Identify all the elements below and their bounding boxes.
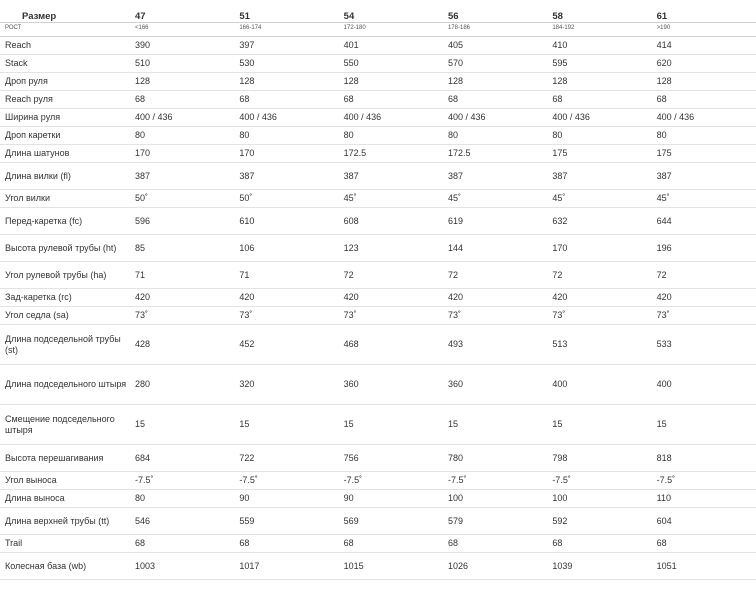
row-value: 68 — [234, 91, 338, 109]
row-value: 73˚ — [652, 307, 756, 325]
row-value: 170 — [234, 145, 338, 163]
table-row — [0, 472, 756, 490]
row-value: 80 — [130, 127, 234, 145]
size-header-row — [0, 0, 756, 23]
table-row — [0, 91, 756, 109]
row-value: 80 — [130, 490, 234, 508]
row-value: 420 — [547, 289, 651, 307]
row-value: 170 — [130, 145, 234, 163]
row-value: 100 — [547, 490, 651, 508]
table-row — [0, 307, 756, 325]
row-value: 360 — [443, 365, 547, 405]
row-value: 123 — [339, 235, 443, 262]
row-value: 170 — [547, 235, 651, 262]
size-header-label: Размер — [0, 0, 130, 23]
row-value: 15 — [547, 405, 651, 445]
row-value: 80 — [547, 127, 651, 145]
row-value: 45˚ — [443, 190, 547, 208]
row-value: -7.5˚ — [547, 472, 651, 490]
row-value: 420 — [443, 289, 547, 307]
row-value: 390 — [130, 37, 234, 55]
row-value: 513 — [547, 325, 651, 365]
row-value: 280 — [130, 365, 234, 405]
row-label: Stack — [0, 55, 130, 73]
table-row — [0, 163, 756, 190]
row-label: Длина вилки (fl) — [0, 163, 130, 190]
row-value: 68 — [339, 91, 443, 109]
row-label: Смещение подседельного штыря — [0, 405, 130, 445]
row-value: 72 — [652, 262, 756, 289]
size-58: 58 — [547, 0, 651, 23]
row-label: Длина подседельного штыря — [0, 365, 130, 405]
row-value: 420 — [339, 289, 443, 307]
table-row — [0, 127, 756, 145]
row-value: 722 — [234, 445, 338, 472]
row-label: Высота рулевой трубы (ht) — [0, 235, 130, 262]
table-row — [0, 55, 756, 73]
row-value: 1015 — [339, 553, 443, 580]
row-value: 72 — [443, 262, 547, 289]
row-value: 106 — [234, 235, 338, 262]
row-value: 172.5 — [339, 145, 443, 163]
row-value: 128 — [652, 73, 756, 91]
row-value: 68 — [130, 535, 234, 553]
row-value: 1026 — [443, 553, 547, 580]
row-label: Длина верхней трубы (tt) — [0, 508, 130, 535]
height-row — [0, 23, 756, 37]
row-value: 73˚ — [339, 307, 443, 325]
row-value: 85 — [130, 235, 234, 262]
row-value: 400 / 436 — [443, 109, 547, 127]
row-value: 68 — [547, 535, 651, 553]
row-label: Длина выноса — [0, 490, 130, 508]
row-label: Угол седла (sa) — [0, 307, 130, 325]
table-row — [0, 490, 756, 508]
row-label: Reach — [0, 37, 130, 55]
row-value: 1017 — [234, 553, 338, 580]
height-54: 172-180 — [339, 23, 443, 37]
row-value: 128 — [339, 73, 443, 91]
row-label: Ширина руля — [0, 109, 130, 127]
row-label: Угол вилки — [0, 190, 130, 208]
row-value: 100 — [443, 490, 547, 508]
row-value: 73˚ — [234, 307, 338, 325]
row-value: 68 — [652, 91, 756, 109]
row-value: 50˚ — [130, 190, 234, 208]
row-value: 579 — [443, 508, 547, 535]
height-61: >190 — [652, 23, 756, 37]
row-value: 73˚ — [547, 307, 651, 325]
row-value: 818 — [652, 445, 756, 472]
row-value: 15 — [443, 405, 547, 445]
row-value: 128 — [547, 73, 651, 91]
row-value: 400 / 436 — [547, 109, 651, 127]
row-value: -7.5˚ — [443, 472, 547, 490]
row-label: Длина шатунов — [0, 145, 130, 163]
row-value: 175 — [652, 145, 756, 163]
table-row — [0, 190, 756, 208]
row-value: 420 — [130, 289, 234, 307]
row-value: 400 / 436 — [652, 109, 756, 127]
row-value: 401 — [339, 37, 443, 55]
row-value: -7.5˚ — [652, 472, 756, 490]
row-value: 196 — [652, 235, 756, 262]
size-47: 47 — [130, 0, 234, 23]
row-label: Reach руля — [0, 91, 130, 109]
row-value: 15 — [339, 405, 443, 445]
row-value: 175 — [547, 145, 651, 163]
row-value: -7.5˚ — [339, 472, 443, 490]
row-value: 15 — [234, 405, 338, 445]
height-47: <166 — [130, 23, 234, 37]
row-value: 45˚ — [547, 190, 651, 208]
row-value: 550 — [339, 55, 443, 73]
row-value: 128 — [130, 73, 234, 91]
row-value: 400 / 436 — [234, 109, 338, 127]
row-value: 387 — [443, 163, 547, 190]
row-label: Зад-каретка (rc) — [0, 289, 130, 307]
row-value: 428 — [130, 325, 234, 365]
geometry-rows — [0, 37, 756, 580]
row-value: 592 — [547, 508, 651, 535]
table-row — [0, 262, 756, 289]
row-value: 410 — [547, 37, 651, 55]
table-row — [0, 553, 756, 580]
row-value: 68 — [130, 91, 234, 109]
row-value: 533 — [652, 325, 756, 365]
row-value: -7.5˚ — [130, 472, 234, 490]
row-value: 144 — [443, 235, 547, 262]
row-value: 756 — [339, 445, 443, 472]
row-value: 684 — [130, 445, 234, 472]
row-value: 387 — [652, 163, 756, 190]
height-label: РОСТ — [0, 23, 130, 37]
row-value: 45˚ — [652, 190, 756, 208]
row-value: 608 — [339, 208, 443, 235]
height-56: 178-186 — [443, 23, 547, 37]
row-value: 80 — [443, 127, 547, 145]
row-value: 400 / 436 — [130, 109, 234, 127]
row-value: 15 — [652, 405, 756, 445]
row-value: 90 — [339, 490, 443, 508]
table-row — [0, 37, 756, 55]
table-row — [0, 445, 756, 472]
table-row — [0, 365, 756, 405]
row-value: 72 — [339, 262, 443, 289]
row-label: Дроп каретки — [0, 127, 130, 145]
row-label: Угол рулевой трубы (ha) — [0, 262, 130, 289]
size-51: 51 — [234, 0, 338, 23]
height-51: 166-174 — [234, 23, 338, 37]
row-value: 510 — [130, 55, 234, 73]
row-value: 397 — [234, 37, 338, 55]
row-value: 68 — [443, 535, 547, 553]
table-row — [0, 109, 756, 127]
row-value: 68 — [547, 91, 651, 109]
table-row — [0, 145, 756, 163]
row-value: 15 — [130, 405, 234, 445]
row-value: 73˚ — [443, 307, 547, 325]
table-row — [0, 508, 756, 535]
row-value: 1003 — [130, 553, 234, 580]
row-value: 468 — [339, 325, 443, 365]
row-value: 68 — [339, 535, 443, 553]
table-row — [0, 208, 756, 235]
row-value: 80 — [339, 127, 443, 145]
table-row — [0, 535, 756, 553]
row-value: 387 — [234, 163, 338, 190]
row-value: 68 — [443, 91, 547, 109]
row-value: 128 — [443, 73, 547, 91]
table-row — [0, 405, 756, 445]
row-value: 620 — [652, 55, 756, 73]
row-value: 90 — [234, 490, 338, 508]
row-value: 387 — [130, 163, 234, 190]
row-value: 610 — [234, 208, 338, 235]
row-value: 1039 — [547, 553, 651, 580]
row-value: 595 — [547, 55, 651, 73]
row-value: 420 — [652, 289, 756, 307]
row-value: 644 — [652, 208, 756, 235]
row-value: 604 — [652, 508, 756, 535]
row-label: Высота перешагивания — [0, 445, 130, 472]
row-value: 45˚ — [339, 190, 443, 208]
row-value: 128 — [234, 73, 338, 91]
row-label: Trail — [0, 535, 130, 553]
row-value: 50˚ — [234, 190, 338, 208]
row-value: 80 — [652, 127, 756, 145]
row-value: -7.5˚ — [234, 472, 338, 490]
row-value: 68 — [652, 535, 756, 553]
row-label: Колесная база (wb) — [0, 553, 130, 580]
row-value: 71 — [234, 262, 338, 289]
table-row — [0, 73, 756, 91]
table-row — [0, 325, 756, 365]
row-value: 400 / 436 — [339, 109, 443, 127]
row-value: 71 — [130, 262, 234, 289]
row-value: 569 — [339, 508, 443, 535]
row-value: 493 — [443, 325, 547, 365]
size-61: 61 — [652, 0, 756, 23]
row-label: Дроп руля — [0, 73, 130, 91]
row-value: 619 — [443, 208, 547, 235]
row-value: 73˚ — [130, 307, 234, 325]
row-value: 546 — [130, 508, 234, 535]
row-value: 387 — [547, 163, 651, 190]
row-value: 400 — [547, 365, 651, 405]
size-54: 54 — [339, 0, 443, 23]
row-value: 387 — [339, 163, 443, 190]
row-value: 530 — [234, 55, 338, 73]
table-row — [0, 289, 756, 307]
row-value: 320 — [234, 365, 338, 405]
row-label: Угол выноса — [0, 472, 130, 490]
row-value: 68 — [234, 535, 338, 553]
row-value: 414 — [652, 37, 756, 55]
row-value: 780 — [443, 445, 547, 472]
row-value: 80 — [234, 127, 338, 145]
row-value: 1051 — [652, 553, 756, 580]
row-value: 172.5 — [443, 145, 547, 163]
row-value: 596 — [130, 208, 234, 235]
row-value: 400 — [652, 365, 756, 405]
row-value: 405 — [443, 37, 547, 55]
table-row — [0, 235, 756, 262]
row-value: 420 — [234, 289, 338, 307]
row-value: 110 — [652, 490, 756, 508]
row-value: 72 — [547, 262, 651, 289]
row-label: Длина подседельной трубы (st) — [0, 325, 130, 365]
row-label: Перед-каретка (fc) — [0, 208, 130, 235]
row-value: 798 — [547, 445, 651, 472]
row-value: 559 — [234, 508, 338, 535]
row-value: 360 — [339, 365, 443, 405]
row-value: 452 — [234, 325, 338, 365]
row-value: 632 — [547, 208, 651, 235]
row-value: 570 — [443, 55, 547, 73]
height-58: 184-192 — [547, 23, 651, 37]
size-56: 56 — [443, 0, 547, 23]
